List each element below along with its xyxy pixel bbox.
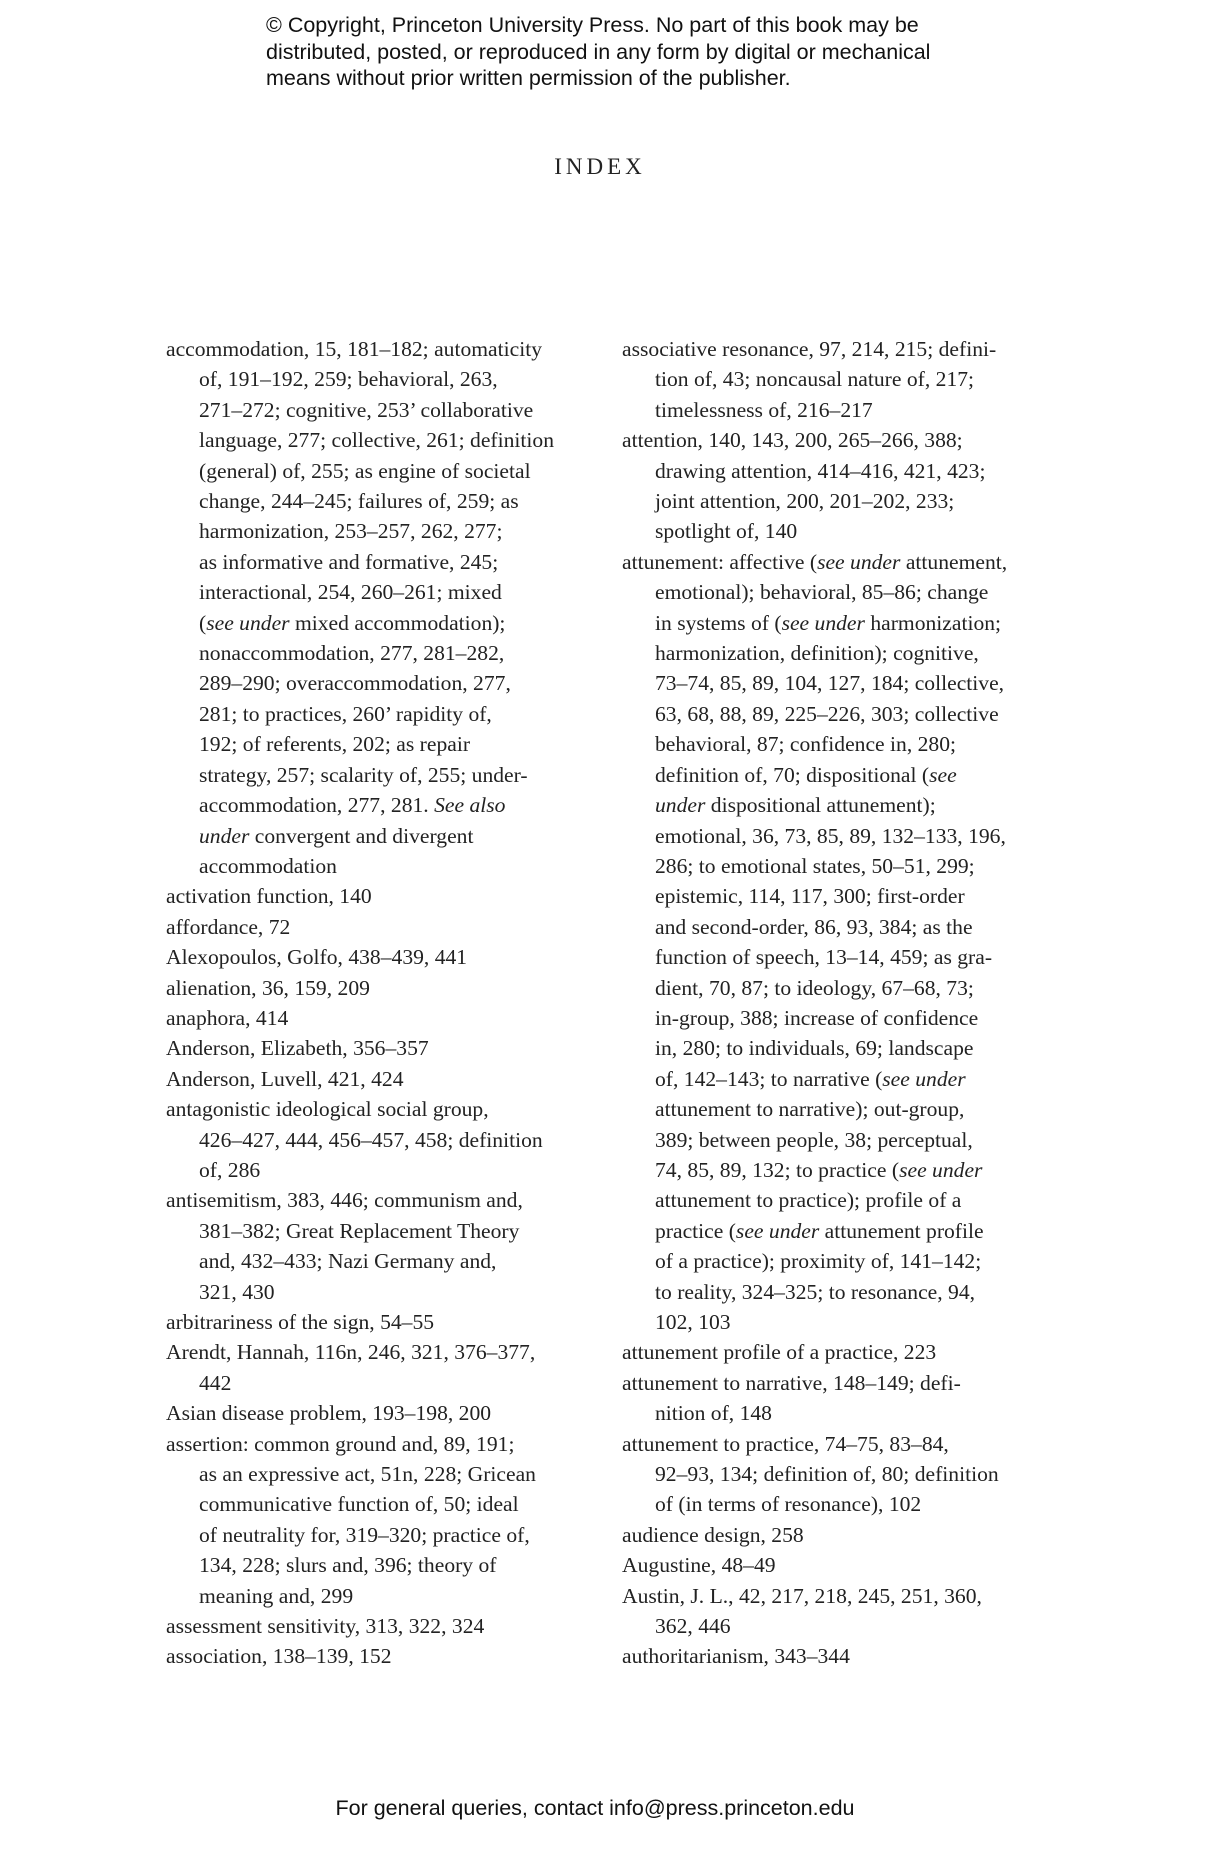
index-entry-line: anaphora, 414	[166, 1005, 289, 1030]
cross-reference-italic: see under	[206, 610, 290, 635]
footer-contact: For general queries, contact info@press.princeton.edu	[335, 1796, 855, 1820]
index-entry-line: nition of, 148	[655, 1401, 772, 1426]
entry-text: of, 142–143; to narrative (	[655, 1066, 883, 1091]
entry-text: attunement,	[900, 549, 1008, 574]
index-column-left	[166, 334, 606, 1672]
index-entry-line: 134, 228; slurs and, 396; theory of	[199, 1553, 497, 1578]
copyright-line: © Copyright, Princeton University Press. No part of this book may be	[266, 13, 919, 37]
index-entry-line: 73–74, 85, 89, 104, 127, 184; collective,	[655, 671, 1005, 696]
index-entry-line: attunement to narrative); out-group,	[655, 1097, 965, 1122]
copyright-line: means without prior written permission of the publisher.	[266, 66, 791, 90]
index-entry-line: audience design, 258	[622, 1522, 804, 1547]
index-entry-line: Alexopoulos, Golfo, 438–439, 441	[166, 945, 468, 970]
index-entry-line: tion of, 43; noncausal nature of, 217;	[655, 367, 975, 392]
index-entry-line: 271–272; cognitive, 253’ collaborative	[199, 397, 534, 422]
index-entry-line	[622, 1064, 1062, 1094]
index-entry-line: communicative function of, 50; ideal	[199, 1492, 519, 1517]
index-entry-line: spotlight of, 140	[655, 519, 798, 544]
index-entry-line: dient, 70, 87; to ideology, 67–68, 73;	[655, 975, 974, 1000]
index-entry-line: behavioral, 87; confidence in, 280;	[655, 732, 957, 757]
index-entry-line: in, 280; to individuals, 69; landscape	[655, 1036, 974, 1061]
index-entry-line: and, 432–433; Nazi Germany and,	[199, 1249, 497, 1274]
index-entry-line: association, 138–139, 152	[166, 1644, 392, 1669]
index-entry-line: attunement to narrative, 148–149; defi-	[622, 1370, 961, 1395]
index-entry-line: attention, 140, 143, 200, 265–266, 388;	[622, 428, 963, 453]
index-entry-line: 63, 68, 88, 89, 225–226, 303; collective	[655, 701, 999, 726]
index-entry-line: meaning and, 299	[199, 1583, 354, 1608]
index-entry-line: to reality, 324–325; to resonance, 94,	[655, 1279, 976, 1304]
index-entry-line: Arendt, Hannah, 116n, 246, 321, 376–377,	[166, 1340, 536, 1365]
index-entry-line: 389; between people, 38; perceptual,	[655, 1127, 973, 1152]
cross-reference-italic: see under	[899, 1157, 983, 1182]
entry-text: attunement: affective (	[622, 549, 818, 574]
index-entry-line	[622, 760, 1062, 790]
index-entry-line: 102, 103	[655, 1310, 731, 1334]
entry-text: harmonization;	[864, 610, 1002, 635]
index-entry-line	[166, 608, 606, 638]
entry-text: (	[199, 610, 207, 635]
cross-reference-italic: under	[655, 793, 706, 818]
index-entry-line: Anderson, Elizabeth, 356–357	[166, 1036, 429, 1061]
index-entry-line: attunement profile of a practice, 223	[622, 1340, 937, 1365]
index-entry-line: 426–427, 444, 456–457, 458; definition	[199, 1127, 543, 1152]
index-entry-line: in-group, 388; increase of confidence	[655, 1005, 979, 1030]
index-entry-line: 362, 446	[655, 1614, 731, 1639]
index-entry-line: drawing attention, 414–416, 421, 423;	[655, 458, 986, 483]
index-entry-line: Asian disease problem, 193–198, 200	[166, 1401, 492, 1426]
index-entry-line: Austin, J. L., 42, 217, 218, 245, 251, 360,	[622, 1583, 982, 1608]
index-entry-line	[622, 608, 1062, 638]
index-entry-line: (general) of, 255; as engine of societal	[199, 458, 531, 483]
cross-reference-italic: see under	[882, 1066, 966, 1091]
entry-text: in systems of (	[655, 610, 782, 635]
index-entry-line: of (in terms of resonance), 102	[655, 1492, 922, 1517]
index-entry-line: nonaccommodation, 277, 281–282,	[199, 641, 505, 666]
index-entry-line: 381–382; Great Replacement Theory	[199, 1218, 520, 1243]
index-entry-line: 192; of referents, 202; as repair	[199, 732, 471, 757]
index-entry-line: affordance, 72	[166, 914, 291, 939]
index-entry-line: activation function, 140	[166, 884, 372, 909]
index-entry-line: accommodation	[199, 853, 337, 878]
index-entry-line: harmonization, definition); cognitive,	[655, 641, 979, 666]
index-entry-line: as an expressive act, 51n, 228; Gricean	[199, 1462, 536, 1487]
index-entry-line: emotional); behavioral, 85–86; change	[655, 580, 989, 605]
cross-reference-italic: See also	[434, 793, 506, 818]
index-entry-line	[622, 790, 1062, 820]
index-entry-line: Augustine, 48–49	[622, 1553, 776, 1578]
index-entry-line: attunement to practice); profile of a	[655, 1188, 962, 1213]
index-entry-line: assessment sensitivity, 313, 322, 324	[166, 1614, 485, 1639]
entry-text: dispositional attunement);	[705, 793, 936, 818]
copyright-notice	[266, 12, 1026, 92]
entry-text: convergent and divergent	[249, 823, 474, 848]
index-entry-line: of, 191–192, 259; behavioral, 263,	[199, 367, 498, 392]
entry-text: 74, 85, 89, 132; to practice (	[655, 1157, 900, 1182]
index-entry-line: alienation, 36, 159, 209	[166, 975, 370, 1000]
cross-reference-italic: see under	[735, 1218, 820, 1243]
index-entry-line: of a practice); proximity of, 141–142;	[655, 1249, 982, 1274]
index-entry-line: as informative and formative, 245;	[199, 549, 499, 574]
index-entry-line: antagonistic ideological social group,	[166, 1097, 489, 1122]
index-entry-line: of neutrality for, 319–320; practice of,	[199, 1522, 530, 1547]
entry-text: attunement profile	[819, 1218, 984, 1243]
index-entry-line: and second-order, 86, 93, 384; as the	[655, 914, 973, 939]
index-entry-line: of, 286	[199, 1157, 261, 1182]
index-entry-line	[622, 547, 1062, 577]
entry-text: definition of, 70; dispositional (	[655, 762, 930, 787]
page-title: INDEX	[554, 154, 646, 179]
index-entry-line: attunement to practice, 74–75, 83–84,	[622, 1431, 949, 1456]
cross-reference-italic: see under	[781, 610, 865, 635]
index-entry-line: interactional, 254, 260–261; mixed	[199, 580, 502, 605]
index-entry-line: arbitrariness of the sign, 54–55	[166, 1310, 435, 1334]
index-entry-line	[166, 790, 606, 820]
index-entry-line	[622, 1216, 1062, 1246]
index-entry-line: authoritarianism, 343–344	[622, 1644, 850, 1669]
cross-reference-italic: see	[929, 762, 957, 787]
entry-text: accommodation, 277, 281.	[199, 793, 435, 818]
index-entry-line: 442	[199, 1370, 232, 1395]
entry-text: practice (	[655, 1218, 736, 1243]
index-entry-line: epistemic, 114, 117, 300; first-order	[655, 884, 965, 909]
index-entry-line: Anderson, Luvell, 421, 424	[166, 1066, 404, 1091]
index-entry-line: emotional, 36, 73, 85, 89, 132–133, 196,	[655, 823, 1006, 848]
index-entry-line: 289–290; overaccommodation, 277,	[199, 671, 511, 696]
index-entry-line: function of speech, 13–14, 459; as gra-	[655, 945, 993, 970]
index-entry-line: change, 244–245; failures of, 259; as	[199, 489, 519, 514]
index-entry-line: accommodation, 15, 181–182; automaticity	[166, 337, 543, 361]
index-entry-line: language, 277; collective, 261; definition	[199, 428, 554, 453]
index-entry-line: timelessness of, 216–217	[655, 397, 873, 422]
cross-reference-italic: under	[199, 823, 250, 848]
entry-text: mixed accommodation);	[289, 610, 506, 635]
index-column-right	[622, 334, 1062, 1672]
index-entry-line: 286; to emotional states, 50–51, 299;	[655, 853, 975, 878]
index-entry-line: 321, 430	[199, 1279, 275, 1304]
index-entry-line: assertion: common ground and, 89, 191;	[166, 1431, 515, 1456]
index-entry-line	[166, 821, 606, 851]
index-entry-line: harmonization, 253–257, 262, 277;	[199, 519, 503, 544]
cross-reference-italic: see under	[817, 549, 901, 574]
index-entry-line: 92–93, 134; definition of, 80; definition	[655, 1462, 999, 1487]
index-entry-line: joint attention, 200, 201–202, 233;	[655, 489, 955, 514]
copyright-line: distributed, posted, or reproduced in any form by digital or mechanical	[266, 39, 931, 64]
index-entry-line	[622, 1155, 1062, 1185]
index-entry-line: antisemitism, 383, 446; communism and,	[166, 1188, 523, 1213]
index-entry-line: associative resonance, 97, 214, 215; defini-	[622, 337, 997, 361]
index-entry-line: 281; to practices, 260’ rapidity of,	[199, 701, 492, 726]
index-entry-line: strategy, 257; scalarity of, 255; under-	[199, 762, 528, 787]
